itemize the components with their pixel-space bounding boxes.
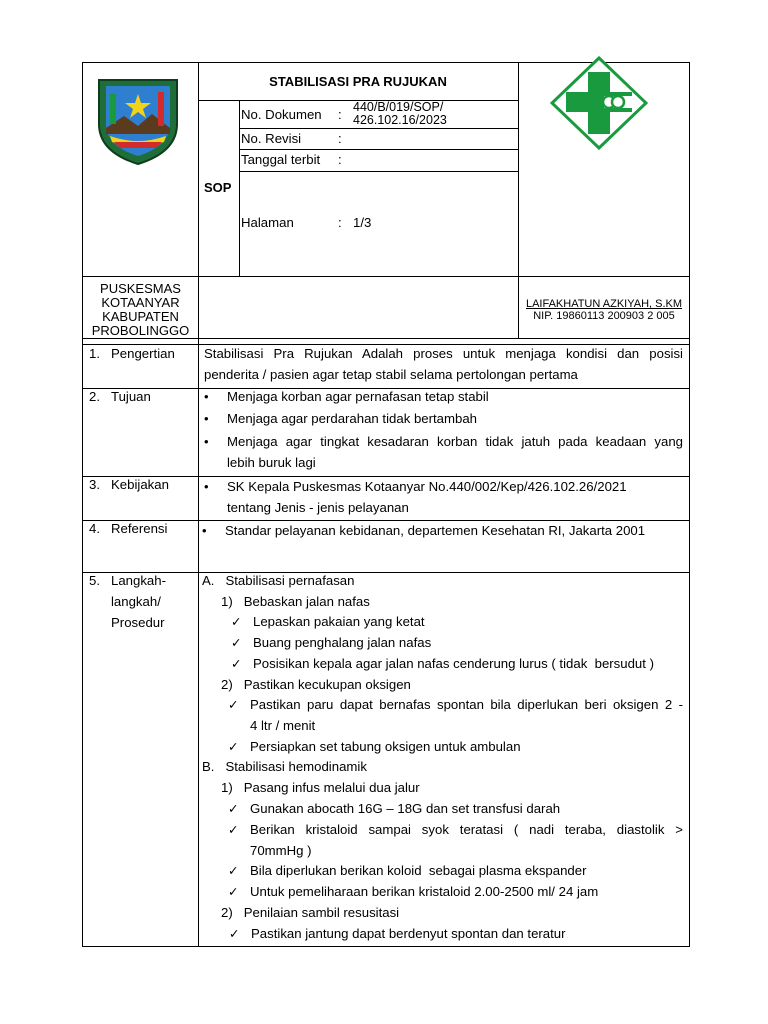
label-no-revisi: No. Revisi [241, 131, 302, 146]
divider-h-header [82, 276, 690, 277]
langkah-item: Gunakan abocath 16G – 18G dan set transfusi darah [250, 801, 561, 816]
langkah-sub-a1: 1) Bebaskan jalan nafas [221, 594, 370, 609]
langkah-item: Persiapkan set tabung oksigen untuk ambulan [250, 739, 521, 754]
bullet-icon: • [204, 411, 209, 426]
section-label-langkah: langkah/ [111, 594, 161, 609]
langkah-item: Pastikan paru dapat bernafas spontan bila diperlukan beri oksigen 2 - [250, 697, 683, 712]
section-label-tujuan: Tujuan [111, 389, 151, 404]
section-label-referensi: Referensi [111, 521, 168, 536]
divider-v-left-col [198, 62, 199, 947]
bullet-icon: • [202, 523, 207, 538]
section-number: 2. [89, 389, 100, 404]
langkah-item: Bila diperlukan berikan koloid sebagai plasma ekspander [250, 863, 587, 878]
langkah-item: Berikan kristaloid sampai syok teratasi ( nadi teraba, diastolik > [250, 822, 683, 837]
check-icon: ✓ [229, 927, 240, 941]
langkah-item: Pastikan jantung dapat berdenyut spontan dan teratur [251, 926, 566, 941]
tujuan-item: Menjaga korban agar pernafasan tetap stabil [227, 389, 489, 404]
check-icon: ✓ [228, 823, 239, 837]
section-number: 1. [89, 346, 100, 361]
check-icon: ✓ [231, 657, 242, 671]
section-number: 4. [89, 521, 100, 536]
divider-h-dok [239, 128, 519, 129]
langkah-sub-b2: 2) Penilaian sambil resusitasi [221, 905, 400, 920]
langkah-sub-a2: 2) Pastikan kecukupan oksigen [221, 677, 411, 692]
langkah-item: 70mmHg ) [250, 843, 312, 858]
section-label-langkah: Langkah- [111, 573, 166, 588]
divider-h-s5 [82, 572, 690, 573]
check-icon: ✓ [228, 802, 239, 816]
section-number: 5. [89, 573, 100, 588]
signer-nip: NIP. 19860113 200903 2 005 [533, 310, 675, 322]
check-icon: ✓ [228, 864, 239, 878]
divider-v-sop [239, 100, 240, 276]
divider-h-s4 [82, 520, 690, 521]
langkah-heading-a: A. Stabilisasi pernafasan [202, 573, 355, 588]
org-name [83, 282, 198, 338]
bullet-icon: • [204, 389, 209, 404]
kebijakan-line: SK Kepala Puskesmas Kotaanyar No.440/002/Kep/426.102.26/2021 [227, 479, 627, 494]
tujuan-item: lebih buruk lagi [227, 455, 316, 470]
check-icon: ✓ [228, 698, 239, 712]
org-line: KOTAANYAR [101, 295, 180, 310]
section-number: 3. [89, 477, 100, 492]
value-halaman: 1/3 [353, 215, 372, 230]
kebijakan-line: tentang Jenis - jenis pelayanan [227, 500, 409, 515]
table-border-left [82, 62, 83, 947]
value-no-dokumen-1: 440/B/019/SOP/ [353, 100, 444, 114]
langkah-sub-b1: 1) Pasang infus melalui dua jalur [221, 780, 420, 795]
tujuan-item: Menjaga agar perdarahan tidak bertambah [227, 411, 477, 426]
sep-no-revisi: : [338, 131, 342, 146]
bullet-icon: • [204, 479, 209, 494]
divider-h-s1 [82, 344, 690, 345]
langkah-item: Lepaskan pakaian yang ketat [253, 614, 425, 629]
label-no-dokumen: No. Dokumen [241, 107, 322, 122]
regency-emblem-icon [96, 76, 180, 166]
section-label-langkah: Prosedur [111, 615, 165, 630]
table-border-right [689, 62, 690, 947]
pengertian-line: penderita / pasien agar tetap stabil selama pertolongan pertama [204, 367, 578, 382]
check-icon: ✓ [231, 615, 242, 629]
divider-v-right-col [518, 62, 519, 338]
value-no-dokumen-2: 426.102.16/2023 [353, 113, 447, 127]
sep-tanggal-terbit: : [338, 152, 342, 167]
check-icon: ✓ [228, 885, 239, 899]
langkah-heading-b: B. Stabilisasi hemodinamik [202, 759, 367, 774]
sop-label: SOP [204, 180, 232, 195]
org-line: PUSKESMAS [100, 281, 181, 296]
tujuan-item: Menjaga agar tingkat kesadaran korban tidak jatuh pada keadaan yang [227, 434, 683, 449]
divider-h-s3 [82, 476, 690, 477]
divider-h-org [82, 338, 690, 339]
label-halaman: Halaman [241, 215, 294, 230]
check-icon: ✓ [228, 740, 239, 754]
divider-h-rev [239, 149, 519, 150]
signer-name: LAIFAKHATUN AZKIYAH, S.KM [525, 298, 683, 310]
org-line: KABUPATEN [102, 309, 179, 324]
langkah-item: Posisikan kepala agar jalan nafas cenderung lurus ( tidak bersudut ) [253, 656, 654, 671]
section-label-kebijakan: Kebijakan [111, 477, 169, 492]
check-icon: ✓ [231, 636, 242, 650]
table-border-bottom [82, 946, 690, 947]
sep-halaman: : [338, 215, 342, 230]
referensi-item: Standar pelayanan kebidanan, departemen Kesehatan RI, Jakarta 2001 [225, 523, 646, 538]
divider-h-tgl [239, 171, 519, 172]
section-label-pengertian: Pengertian [111, 346, 175, 361]
langkah-item: Untuk pemeliharaan berikan kristaloid 2.00-2500 ml/ 24 jam [250, 884, 599, 899]
bullet-icon: • [204, 434, 209, 449]
sep-no-dokumen: : [338, 107, 342, 122]
label-tanggal-terbit: Tanggal terbit [241, 152, 321, 167]
langkah-item: 4 ltr / menit [250, 718, 316, 733]
pengertian-line: Stabilisasi Pra Rujukan Adalah proses untuk menjaga kondisi dan posisi [204, 346, 683, 361]
document-title: STABILISASI PRA RUJUKAN [269, 74, 447, 89]
langkah-item: Buang penghalang jalan nafas [253, 635, 432, 650]
health-cross-logo-icon [550, 56, 648, 150]
org-line: PROBOLINGGO [91, 323, 190, 338]
